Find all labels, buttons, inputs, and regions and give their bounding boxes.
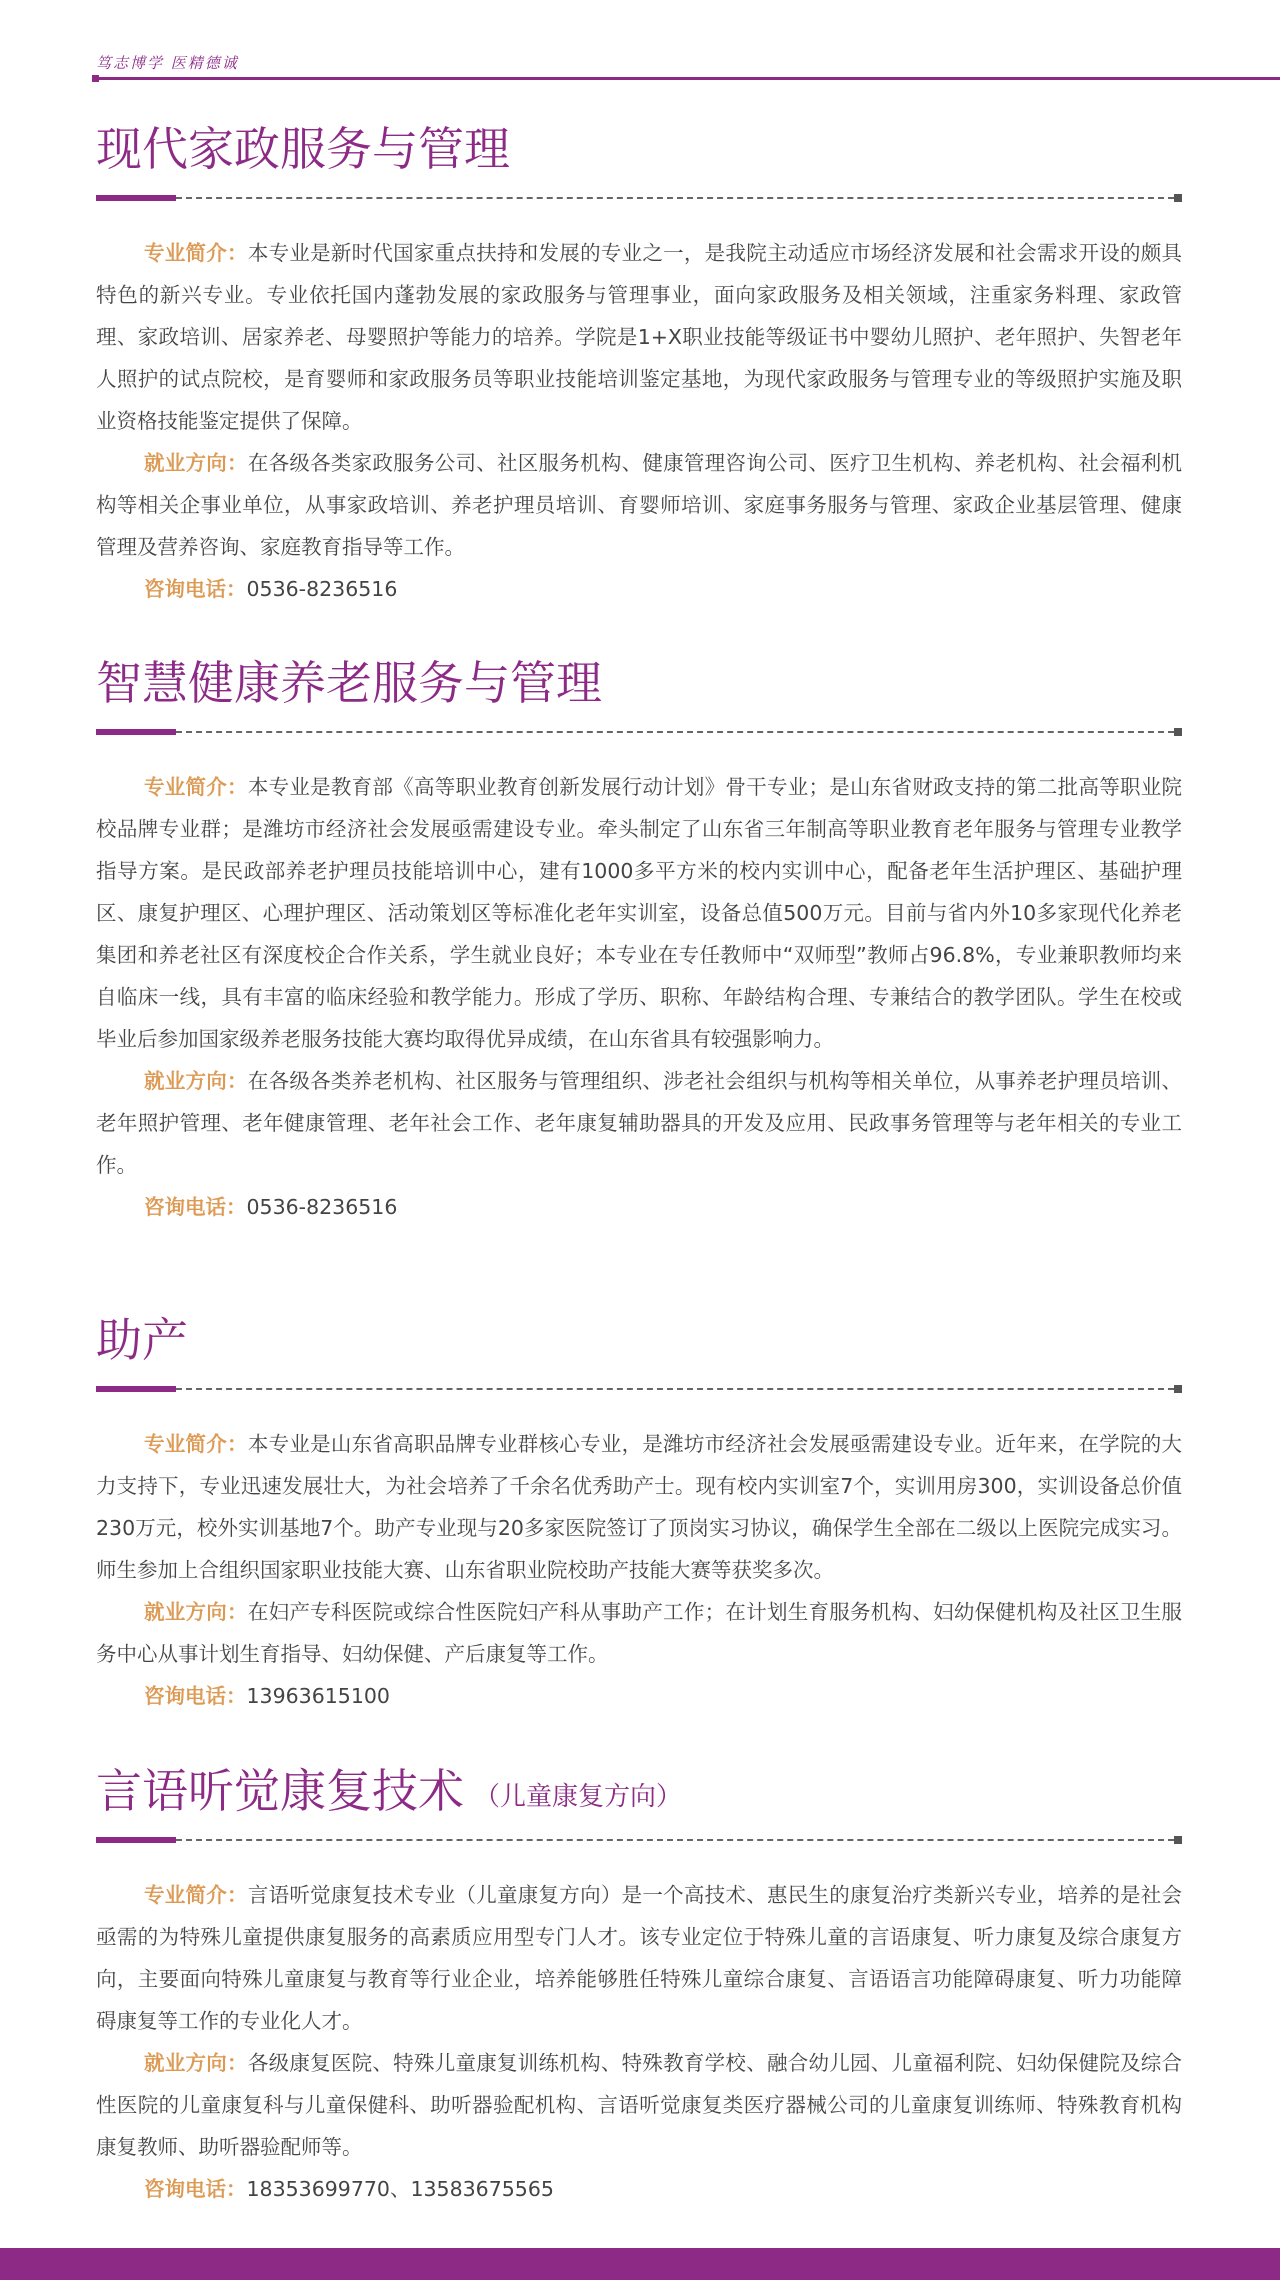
section-divider	[96, 1832, 1182, 1848]
divider-end-dot	[1174, 1385, 1182, 1393]
career-label: 就业方向：	[144, 1600, 248, 1624]
section-title	[96, 1760, 1182, 1822]
section-speech-hearing-rehab	[96, 1760, 1182, 2210]
section-subtitle: （儿童康复方向）	[474, 1782, 683, 1812]
career-paragraph	[96, 1060, 1182, 1186]
section-body	[96, 1423, 1182, 1717]
career-paragraph	[96, 1591, 1182, 1675]
phone-label: 咨询电话：	[144, 1684, 247, 1708]
intro-paragraph	[96, 1423, 1182, 1591]
phone-number: 0536-8236516	[246, 1195, 398, 1219]
section-body	[96, 232, 1182, 610]
intro-text: 言语听觉康复技术专业（儿童康复方向）是一个高技术、惠民生的康复治疗类新兴专业，培养的是社会亟需的为特殊儿童提供康复服务的高素质应用型专门人才。该专业定位于特殊儿童的言语康复、听力康复及综合康复方向，主要面向特殊儿童康复与教育等行业企业，培养能够胜任特殊儿童综合康复、言语语言功能障碍康复、听力功能障碍康复等工作的专业化人才。	[96, 1883, 1182, 2033]
divider-dashed	[176, 1839, 1174, 1841]
divider-solid	[96, 195, 176, 201]
divider-solid	[96, 1386, 176, 1392]
phone-paragraph	[96, 1186, 1182, 1228]
section-title-text: 言语听觉康复技术	[96, 1764, 464, 1818]
section-divider	[96, 190, 1182, 206]
section-title	[96, 652, 1182, 714]
intro-text: 本专业是教育部《高等职业教育创新发展行动计划》骨干专业；是山东省财政支持的第二批高等职业院校品牌专业群；是潍坊市经济社会发展亟需建设专业。牵头制定了山东省三年制高等职业教育老年服务与管理专业教学指导方案。是民政部养老护理员技能培训中心，建有1000多平方米的校内实训中心，配备老年生活护理区、基础护理区、康复护理区、心理护理区、活动策划区等标准化老年实训室，设备总值500万元。目前与省内外10多家现代化养老集团和养老社区有深度校企合作关系，学生就业良好；本专业在专任教师中“双师型”教师占96.8%，专业兼职教师均来自临床一线，具有丰富的临床经验和教学能力。形成了学历、职称、年龄结构合理、专兼结合的教学团队。学生在校或毕业后参加国家级养老服务技能大赛均取得优异成绩，在山东省具有较强影响力。	[96, 775, 1182, 1051]
section-body	[96, 1874, 1182, 2210]
career-text: 在各级各类家政服务公司、社区服务机构、健康管理咨询公司、医疗卫生机构、养老机构、社会福利机构等相关企事业单位，从事家政培训、养老护理员培训、育婴师培训、家庭事务服务与管理、家政企业基层管理、健康管理及营养咨询、家庭教育指导等工作。	[96, 451, 1182, 559]
section-title	[96, 1309, 1182, 1371]
phone-paragraph	[96, 568, 1182, 610]
divider-end-dot	[1174, 1836, 1182, 1844]
divider-end-dot	[1174, 728, 1182, 736]
section-smart-elderly-care	[96, 652, 1182, 1228]
section-midwifery	[96, 1309, 1182, 1717]
career-text: 在各级各类养老机构、社区服务与管理组织、涉老社会组织与机构等相关单位，从事养老护理员培训、老年照护管理、老年健康管理、老年社会工作、老年康复辅助器具的开发及应用、民政事务管理等与老年相关的专业工作。	[96, 1069, 1182, 1177]
divider-dashed	[176, 1388, 1174, 1390]
intro-text: 本专业是山东省高职品牌专业群核心专业，是潍坊市经济社会发展亟需建设专业。近年来，在学院的大力支持下，专业迅速发展壮大，为社会培养了千余名优秀助产士。现有校内实训室7个，实训用房300，实训设备总价值230万元，校外实训基地7个。助产专业现与20多家医院签订了顶岗实习协议，确保学生全部在二级以上医院完成实习。师生参加上合组织国家职业技能大赛、山东省职业院校助产技能大赛等获奖多次。	[96, 1432, 1182, 1582]
section-divider	[96, 1381, 1182, 1397]
phone-number: 13963615100	[246, 1684, 390, 1708]
section-title-text: 助产	[96, 1313, 188, 1367]
phone-paragraph	[96, 1675, 1182, 1717]
intro-text: 本专业是新时代国家重点扶持和发展的专业之一，是我院主动适应市场经济发展和社会需求开设的颇具特色的新兴专业。专业依托国内蓬勃发展的家政服务与管理事业，面向家政服务及相关领域，注重家务料理、家政管理、家政培训、居家养老、母婴照护等能力的培养。学院是1+X职业技能等级证书中婴幼儿照护、老年照护、失智老年人照护的试点院校，是育婴师和家政服务员等职业技能培训鉴定基地，为现代家政服务与管理专业的等级照护实施及职业资格技能鉴定提供了保障。	[96, 241, 1182, 433]
career-label: 就业方向：	[144, 451, 248, 475]
phone-number: 18353699770、13583675565	[246, 2177, 554, 2201]
intro-label: 专业简介：	[144, 1883, 248, 1907]
divider-solid	[96, 729, 176, 735]
section-title-text: 现代家政服务与管理	[96, 122, 510, 176]
section-title-text: 智慧健康养老服务与管理	[96, 656, 602, 710]
school-motto: 笃志博学 医精德诚	[96, 54, 239, 72]
footer-band	[0, 2248, 1280, 2280]
career-text: 各级康复医院、特殊儿童康复训练机构、特殊教育学校、融合幼儿园、儿童福利院、妇幼保健院及综合性医院的儿童康复科与儿童保健科、助听器验配机构、言语听觉康复类医疗器械公司的儿童康复训练师、特殊教育机构康复教师、助听器验配师等。	[96, 2051, 1182, 2159]
header-rule	[94, 77, 1280, 80]
divider-end-dot	[1174, 194, 1182, 202]
divider-dashed	[176, 197, 1174, 199]
section-body	[96, 766, 1182, 1228]
career-text: 在妇产专科医院或综合性医院妇产科从事助产工作；在计划生育服务机构、妇幼保健机构及社区卫生服务中心从事计划生育指导、妇幼保健、产后康复等工作。	[96, 1600, 1182, 1666]
divider-dashed	[176, 731, 1174, 733]
intro-paragraph	[96, 1874, 1182, 2042]
intro-label: 专业简介：	[144, 775, 248, 799]
header-rule-dot	[92, 75, 99, 82]
phone-paragraph	[96, 2168, 1182, 2210]
section-divider	[96, 724, 1182, 740]
intro-label: 专业简介：	[144, 241, 248, 265]
career-label: 就业方向：	[144, 1069, 248, 1093]
divider-solid	[96, 1837, 176, 1843]
phone-number: 0536-8236516	[246, 577, 398, 601]
career-paragraph	[96, 2042, 1182, 2168]
section-title	[96, 118, 1182, 180]
section-modern-housekeeping	[96, 118, 1182, 610]
phone-label: 咨询电话：	[144, 577, 247, 601]
intro-label: 专业简介：	[144, 1432, 248, 1456]
intro-paragraph	[96, 232, 1182, 442]
intro-paragraph	[96, 766, 1182, 1060]
phone-label: 咨询电话：	[144, 1195, 247, 1219]
career-paragraph	[96, 442, 1182, 568]
career-label: 就业方向：	[144, 2051, 248, 2075]
phone-label: 咨询电话：	[144, 2177, 247, 2201]
